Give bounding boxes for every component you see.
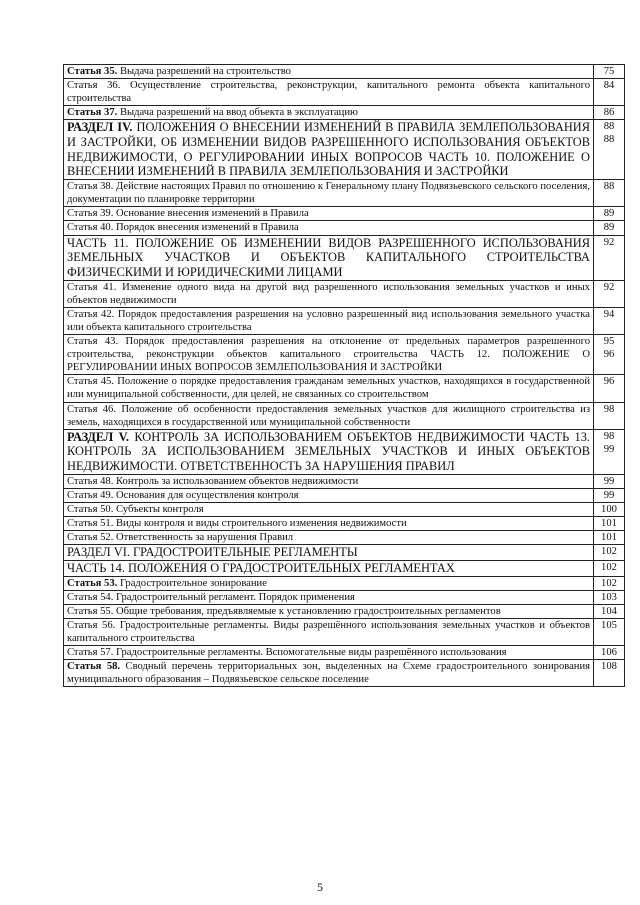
toc-entry-page: 88: [594, 180, 625, 207]
toc-entry-label: Статья 35.: [67, 66, 118, 77]
toc-entry-label: Статья 37.: [67, 107, 118, 119]
toc-entry-title: [64, 402, 594, 429]
toc-entry-text: Статья 54. Градостроительный регламент. Порядок применения: [67, 591, 355, 603]
toc-entry-page: 99: [594, 488, 625, 502]
toc-entry-title: [64, 576, 594, 590]
toc-entry-text: РАЗДЕЛ VI. ГРАДОСТРОИТЕЛЬНЫЕ РЕГЛАМЕНТЫ: [67, 545, 358, 560]
toc-row: [64, 646, 625, 660]
toc-entry-title: [64, 488, 594, 502]
toc-entry-text: Статья 40. Порядок внесения изменений в Правила: [67, 222, 299, 234]
toc-entry-text: Статья 39. Основание внесения изменений в Правила: [67, 208, 309, 220]
toc-entry-title: [64, 280, 594, 307]
toc-entry-page: 98: [594, 402, 625, 429]
toc-entry-text: ПОЛОЖЕНИЯ О ВНЕСЕНИИ ИЗМЕНЕНИЙ В ПРАВИЛА ЗЕМЛЕПОЛЬЗОВАНИЯ И ЗАСТРОЙКИ, ОБ ИЗМЕНЕНИИ ВИДОВ РАЗРЕШЕННОГО ИСПОЛЬЗОВАНИЯ ОБЪЕКТОВ НЕДВИЖИМОСТИ, О РЕГУЛИРОВАНИИ ИНЫХ ВОПРОСОВ ЧАСТЬ 10. ПОЛОЖЕНИЕ О ВНЕСЕНИИ ИЗМЕНЕНИЙ В ПРАВИЛА ЗЕМЛЕПОЛЬЗОВАНИЯ И ЗАСТРОЙКИ: [67, 120, 590, 179]
toc-entry-text: Статья 41. Изменение одного вида на другой вид разрешенного использования земельных участков и иных объектов недвижимости: [67, 281, 590, 306]
toc-entry-page: 86: [594, 106, 625, 120]
toc-entry-title: [64, 560, 594, 576]
toc-entry-page: 89: [594, 207, 625, 221]
toc-entry-page: 98 99: [594, 429, 625, 474]
toc-entry-title: [64, 79, 594, 106]
toc-entry-page: 84: [594, 79, 625, 106]
toc-entry-page: 100: [594, 503, 625, 517]
toc-entry-page: 95 96: [594, 335, 625, 375]
toc-entry-text: Статья 52. Ответственность за нарушения Правил: [67, 532, 294, 544]
toc-entry-text: Статья 46. Положение об особенности предоставления земельных участков для жилищного строительства из земель, находящихся в государственной или муниципальной собственности: [67, 403, 590, 428]
toc-entry-label: Статья 53.: [67, 577, 118, 589]
toc-entry-page: 89: [594, 221, 625, 235]
toc-row: [64, 660, 625, 687]
toc-row: [64, 402, 625, 429]
toc-entry-text: Статья 57. Градостроительные регламенты. Вспомогательные виды разрешённого использования: [67, 647, 507, 659]
toc-entry-title: [64, 429, 594, 474]
toc-row: [64, 79, 625, 106]
toc-entry-page: 92: [594, 280, 625, 307]
toc-row: [64, 545, 625, 561]
toc-entry-title: [64, 660, 594, 687]
toc-row: [64, 517, 625, 531]
toc-entry-title: [64, 221, 594, 235]
page-number: 5: [317, 880, 323, 894]
toc-entry-text: Градостроительное зонирование: [117, 577, 267, 589]
toc-entry-title: [64, 180, 594, 207]
toc-entry-page: 104: [594, 604, 625, 618]
toc-body: [64, 65, 625, 687]
toc-row: [64, 503, 625, 517]
toc-row: [64, 375, 625, 402]
toc-entry-title: [64, 120, 594, 180]
toc-entry-label: РАЗДЕЛ IV.: [67, 120, 133, 135]
toc-entry-page: 102: [594, 576, 625, 590]
toc-entry-text: ЧАСТЬ 11. ПОЛОЖЕНИЕ ОБ ИЗМЕНЕНИИ ВИДОВ РАЗРЕШЕННОГО ИСПОЛЬЗОВАНИЯ ЗЕМЕЛЬНЫХ УЧАСТКОВ И ОБЪЕКТОВ КАПИТАЛЬНОГО СТРОИТЕЛЬСТВА ФИЗИЧЕСКИМИ И ЮРИДИЧЕСКИМИ ЛИЦАМИ: [67, 235, 590, 279]
toc-entry-page: 102: [594, 560, 625, 576]
toc-entry-text: Статья 56. Градостроительные регламенты. Виды разрешённого использования земельных участков и объектов капитального строительства: [67, 619, 590, 645]
toc-row: [64, 474, 625, 488]
toc-entry-title: [64, 517, 594, 531]
toc-entry-title: [64, 235, 594, 280]
toc-entry-text: ЧАСТЬ 14. ПОЛОЖЕНИЯ О ГРАДОСТРОИТЕЛЬНЫХ РЕГЛАМЕНТАХ: [67, 560, 455, 575]
toc-entry-text: Статья 36. Осуществление строительства, реконструкции, капитального ремонта объекта капитального строительства: [67, 80, 590, 105]
toc-row: [64, 180, 625, 207]
toc-entry-title: [64, 545, 594, 561]
toc-entry-page: 101: [594, 531, 625, 545]
toc-entry-text: Статья 45. Положение о порядке предоставления гражданам земельных участков, находящихся в государственной или муниципальной собственности, для целей, не связанных со строительством: [67, 376, 590, 401]
toc-row: [64, 221, 625, 235]
toc-entry-page: 102: [594, 545, 625, 561]
toc-entry-label: Статья 58.: [67, 661, 121, 673]
toc-entry-text: Выдача разрешений на строительство: [117, 66, 291, 77]
toc-entry-title: [64, 646, 594, 660]
toc-entry-text: Статья 55. Общие требования, предъявляемые к установлению градостроительных регламентов: [67, 605, 501, 617]
toc-row: [64, 531, 625, 545]
toc-entry-page: 75: [594, 65, 625, 79]
toc-entry-title: [64, 618, 594, 645]
toc-row: [64, 65, 625, 79]
toc-entry-text: Статья 43. Порядок предоставления разрешения на отклонение от предельных параметров разрешенного строительства, реконструкции объектов капитального строительства ЧАСТЬ 12. ПОЛОЖЕНИЕ О РЕГУЛИРОВАНИИ ИНЫХ ВОПРОСОВ ЗЕМЛЕПОЛЬЗОВАНИЯ И ЗАСТРОЙКИ: [67, 336, 590, 374]
toc-entry-page: 103: [594, 590, 625, 604]
toc-entry-title: [64, 106, 594, 120]
toc-entry-page: 105: [594, 618, 625, 645]
toc-entry-text: Статья 51. Виды контроля и виды строительного изменения недвижимости: [67, 518, 407, 530]
toc-entry-page: 92: [594, 235, 625, 280]
toc-row: [64, 560, 625, 576]
toc-entry-text: Статья 49. Основания для осуществления контроля: [67, 489, 299, 501]
toc-row: [64, 106, 625, 120]
toc-entry-title: [64, 531, 594, 545]
table-of-contents: [63, 64, 625, 687]
toc-row: [64, 604, 625, 618]
toc-entry-title: [64, 503, 594, 517]
toc-entry-page: 108: [594, 660, 625, 687]
toc-row: [64, 235, 625, 280]
toc-row: [64, 429, 625, 474]
toc-entry-title: [64, 65, 594, 79]
toc-row: [64, 488, 625, 502]
toc-entry-page: 99: [594, 474, 625, 488]
toc-entry-title: [64, 474, 594, 488]
toc-row: [64, 207, 625, 221]
toc-entry-page: 88 88: [594, 120, 625, 180]
toc-entry-title: [64, 604, 594, 618]
toc-row: [64, 618, 625, 645]
toc-entry-page: 101: [594, 517, 625, 531]
toc-entry-text: Выдача разрешений на ввод объекта в эксплуатацию: [117, 107, 358, 119]
toc-row: [64, 335, 625, 375]
toc-row: [64, 120, 625, 180]
toc-entry-page: 106: [594, 646, 625, 660]
toc-entry-title: [64, 207, 594, 221]
toc-entry-text: Сводный перечень территориальных зон, выделенных на Схеме градостроительного зонирования муниципального образования – Подвязьевское сельское поселение: [67, 661, 591, 686]
toc-row: [64, 307, 625, 334]
toc-entry-label: РАЗДЕЛ V.: [67, 429, 130, 444]
toc-row: [64, 576, 625, 590]
toc-entry-title: [64, 335, 594, 375]
toc-entry-text: Статья 38. Действие настоящих Правил по отношению к Генеральному плану Подвязьевского сельского поселения, документации по планировке территории: [67, 181, 590, 206]
toc-row: [64, 280, 625, 307]
toc-entry-title: [64, 307, 594, 334]
toc-entry-page: 94: [594, 307, 625, 334]
toc-entry-page: 96: [594, 375, 625, 402]
toc-entry-text: КОНТРОЛЬ ЗА ИСПОЛЬЗОВАНИЕМ ОБЪЕКТОВ НЕДВИЖИМОСТИ ЧАСТЬ 13. КОНТРОЛЬ ЗА ИСПОЛЬЗОВАНИЕМ ЗЕМЕЛЬНЫХ УЧАСТКОВ И ИНЫХ ОБЪЕКТОВ НЕДВИЖИМОСТИ. ОТВЕТСТВЕННОСТЬ ЗА НАРУШЕНИЯ ПРАВИЛ: [67, 429, 591, 474]
toc-entry-title: [64, 590, 594, 604]
toc-entry-text: Статья 48. Контроль за использованием объектов недвижимости: [67, 475, 359, 487]
toc-entry-text: Статья 42. Порядок предоставления разрешения на условно разрешенный вид использования земельного участка или объекта капитального строительства: [67, 308, 590, 333]
toc-entry-title: [64, 375, 594, 402]
toc-entry-text: Статья 50. Субъекты контроля: [67, 504, 204, 515]
toc-row: [64, 590, 625, 604]
